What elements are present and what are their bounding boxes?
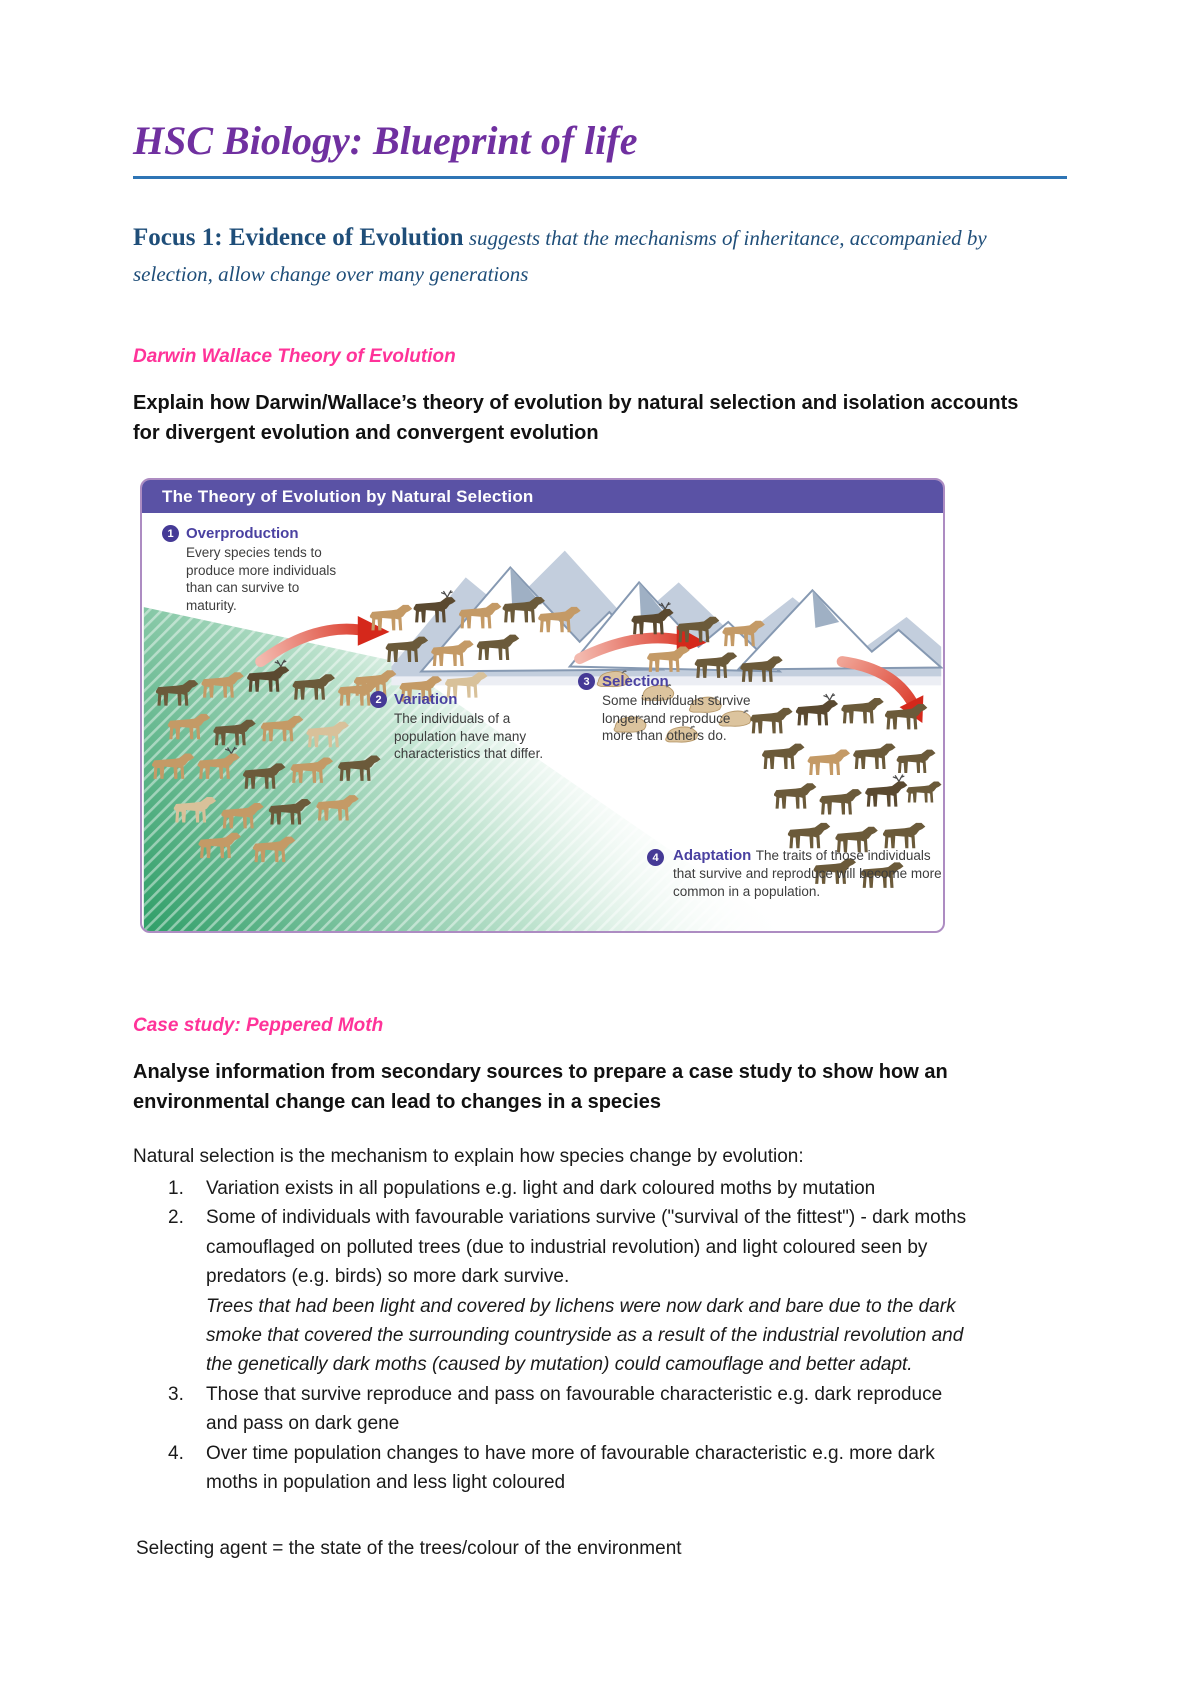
case-study-list <box>133 1174 1067 1498</box>
callout-overproduction <box>162 525 342 614</box>
selecting-agent-note: Selecting agent = the state of the trees/colour of the environment <box>136 1537 682 1559</box>
callout-1-number-badge: 1 <box>162 525 179 542</box>
diagram-body <box>142 513 943 931</box>
section-heading-darwin-wallace: Darwin Wallace Theory of Evolution <box>133 346 456 368</box>
evolution-diagram <box>140 478 945 933</box>
focus-heading-bold: Focus 1: Evidence of Evolution <box>133 224 464 251</box>
callout-4-text: The traits of those individuals that survive and reproduce will become more common in a population. <box>673 848 942 900</box>
callout-3-text: Some individuals survive longer and reproduce more than others do. <box>602 693 751 744</box>
list-item-main-text: Some of individuals with favourable variations survive ("survival of the fittest") - dark moths camouflaged on polluted trees (due to industrial revolution) and light coloured seen by predators (e.g. birds) so more dark survive. <box>206 1207 967 1288</box>
list-item <box>168 1439 1067 1498</box>
focus-heading <box>133 219 1023 290</box>
list-item <box>168 1203 1067 1380</box>
callout-2-label: Variation <box>394 691 458 709</box>
callout-2-number-badge: 2 <box>370 691 387 708</box>
callout-1-text: Every species tends to produce more individuals than can survive to maturity. <box>186 545 337 613</box>
list-item-text <box>206 1203 968 1380</box>
list-item-italic-note: Trees that had been light and covered by lichens were now dark and bare due to the dark smoke that covered the surrounding countryside as a result of the industrial revolution and the genetically dark moths (caused by mutation) could camouflage and better adapt. <box>206 1295 964 1376</box>
case-study-directive-text: Analyse information from secondary sources to prepare a case study to show how an environmental change can lead to changes in a species <box>133 1061 948 1114</box>
list-item <box>168 1380 1067 1439</box>
case-study-intro: Natural selection is the mechanism to explain how species change by evolution: <box>133 1146 804 1168</box>
focus-heading-italic: suggests that the mechanisms of inheritance, accompanied by selection, allow change over many generations <box>133 226 987 286</box>
callout-3-number-badge: 3 <box>578 673 595 690</box>
list-item-number: 2. <box>168 1207 184 1229</box>
list-item-number: 3. <box>168 1383 184 1405</box>
callout-adaptation <box>647 847 945 901</box>
callout-4-number-badge: 4 <box>647 849 664 866</box>
section-heading-case-study: Case study: Peppered Moth <box>133 1015 384 1037</box>
diagram-title-bar: The Theory of Evolution by Natural Selection <box>142 480 943 513</box>
list-item-number: 4. <box>168 1442 184 1464</box>
callout-4-label: Adaptation <box>673 847 752 865</box>
list-item-text: Over time population changes to have more of favourable characteristic e.g. more dark moths in population and less light coloured <box>206 1442 935 1494</box>
page-title: HSC Biology: Blueprint of life <box>133 0 1067 179</box>
list-item-text: Variation exists in all populations e.g. light and dark coloured moths by mutation <box>206 1177 876 1199</box>
list-item <box>168 1174 1067 1203</box>
callout-2-text: The individuals of a population have many characteristics that differ. <box>394 711 544 762</box>
callout-1-label: Overproduction <box>186 525 299 543</box>
list-item-number: 1. <box>168 1177 184 1199</box>
list-item-text: Those that survive reproduce and pass on favourable characteristic e.g. dark reproduce and pass on dark gene <box>206 1383 943 1435</box>
darwin-directive-text: Explain how Darwin/Wallace’s theory of evolution by natural selection and isolation accounts for divergent evolution and convergent evolution <box>133 392 1019 445</box>
callout-3-label: Selection <box>602 673 669 691</box>
callout-variation <box>370 691 570 763</box>
callout-selection <box>578 673 768 745</box>
